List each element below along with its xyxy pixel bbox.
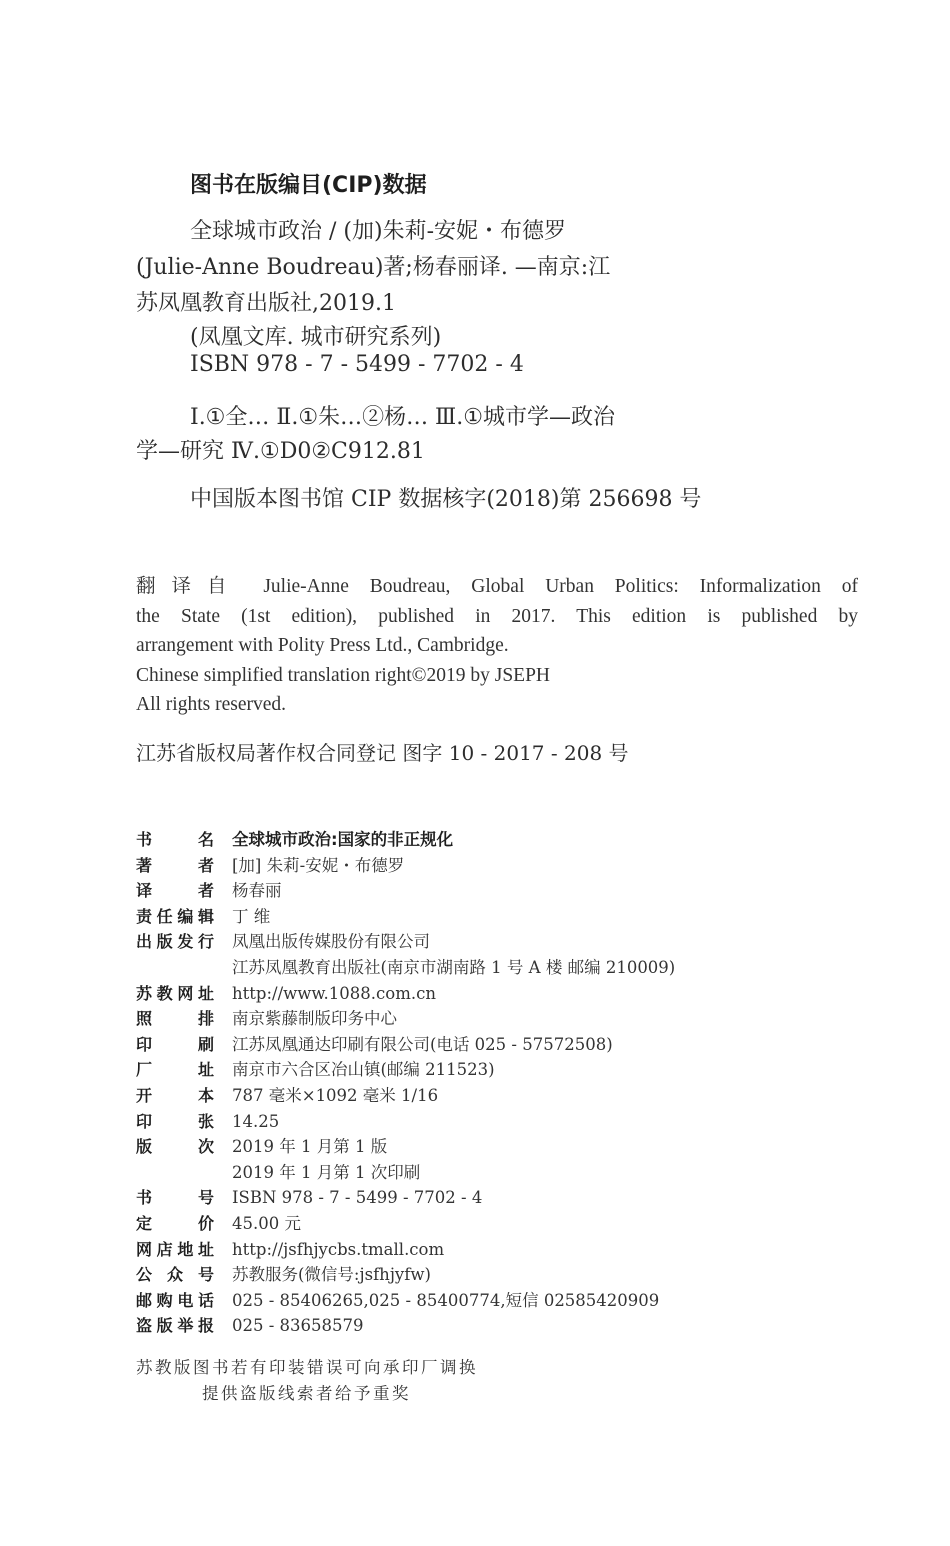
colophon-value: 787 毫米×1092 毫米 1/16 bbox=[232, 1085, 439, 1105]
colophon-label: 邮购电话 bbox=[136, 1290, 214, 1310]
colophon-label: 盗版举报 bbox=[136, 1316, 214, 1336]
colophon-label: 译者 bbox=[136, 881, 214, 901]
translation-line: 翻译自 Julie-Anne Boudreau, Global Urban Politics: Informalization of bbox=[136, 576, 858, 597]
colophon-label: 厂址 bbox=[136, 1060, 214, 1080]
colophon-label: 出版发行 bbox=[136, 932, 214, 952]
colophon-row bbox=[136, 1262, 856, 1288]
copyright-registration: 江苏省版权局著作权合同登记 图字 10 - 2017 - 208 号 bbox=[136, 741, 629, 765]
colophon-row bbox=[136, 1006, 856, 1032]
colophon-value: 025 - 85406265,025 - 85400774,短信 02585420909 bbox=[232, 1290, 660, 1310]
colophon-value: 2019 年 1 月第 1 版 bbox=[232, 1137, 388, 1157]
colophon-value: 丁 维 bbox=[232, 906, 271, 926]
cip-line-title-author: 全球城市政治 / (加)朱莉-安妮・布德罗 bbox=[190, 219, 566, 244]
colophon-label: 开本 bbox=[136, 1085, 214, 1105]
colophon-row bbox=[136, 827, 856, 853]
colophon-value: http://jsfhjycbs.tmall.com bbox=[232, 1239, 445, 1259]
colophon-label: 苏教网址 bbox=[136, 983, 214, 1003]
colophon-row bbox=[136, 1134, 856, 1160]
colophon-label: 书名 bbox=[136, 830, 214, 849]
translation-line: All rights reserved. bbox=[136, 694, 287, 715]
cip-line-verification: 中国版本图书馆 CIP 数据核字(2018)第 256698 号 bbox=[190, 487, 702, 512]
colophon-value: 南京紫藤制版印务中心 bbox=[232, 1009, 397, 1029]
colophon-label: 印张 bbox=[136, 1111, 214, 1131]
translation-line: arrangement with Polity Press Ltd., Cambridge. bbox=[136, 635, 509, 656]
colophon-row bbox=[136, 878, 856, 904]
colophon-row bbox=[136, 1032, 856, 1058]
colophon-row bbox=[136, 1160, 856, 1186]
colophon-row bbox=[136, 1057, 856, 1083]
colophon-table bbox=[136, 827, 856, 1339]
colophon-row bbox=[136, 981, 856, 1007]
colophon-value: 45.00 元 bbox=[232, 1213, 301, 1233]
piracy-reward-notice: 提供盗版线索者给予重奖 bbox=[202, 1384, 411, 1403]
colophon-row bbox=[136, 1237, 856, 1263]
cip-line-classification: 学—研究 Ⅳ.①D0②C912.81 bbox=[136, 439, 425, 464]
colophon-row bbox=[136, 929, 856, 955]
translation-notice bbox=[136, 572, 858, 720]
colophon-value: 江苏凤凰通达印刷有限公司(电话 025 - 57572508) bbox=[232, 1034, 613, 1054]
cip-line-author-translator: (Julie-Anne Boudreau)著;杨春丽译. —南京:江 bbox=[136, 255, 611, 280]
colophon-row bbox=[136, 904, 856, 930]
colophon-value: 凤凰出版传媒股份有限公司 bbox=[232, 932, 430, 952]
translation-line: the State (1st edition), published in 2017. This edition is published by bbox=[136, 605, 858, 627]
print-error-notice: 苏教版图书若有印装错误可向承印厂调换 bbox=[136, 1358, 478, 1377]
colophon-label: 责任编辑 bbox=[136, 906, 214, 926]
cip-line-isbn: ISBN 978 - 7 - 5499 - 7702 - 4 bbox=[190, 352, 524, 377]
colophon-label: 印刷 bbox=[136, 1034, 214, 1054]
colophon-value: [加] 朱莉-安妮・布德罗 bbox=[232, 855, 405, 875]
colophon-value: 全球城市政治:国家的非正规化 bbox=[232, 830, 454, 849]
colophon-value: 14.25 bbox=[232, 1111, 280, 1131]
colophon-value: 江苏凤凰教育出版社(南京市湖南路 1 号 A 楼 邮编 210009) bbox=[232, 957, 676, 977]
colophon-row bbox=[136, 1083, 856, 1109]
cip-line-publisher: 苏凤凰教育出版社,2019.1 bbox=[136, 291, 396, 316]
colophon-label: 照排 bbox=[136, 1009, 214, 1029]
colophon-row bbox=[136, 1288, 856, 1314]
colophon-value: 苏教服务(微信号:jsfhjyfw) bbox=[232, 1265, 431, 1285]
translation-line: Chinese simplified translation right©2019 by JSEPH bbox=[136, 664, 551, 686]
colophon-label: 公众号 bbox=[136, 1265, 214, 1285]
colophon-row bbox=[136, 1211, 856, 1237]
colophon-value: 2019 年 1 月第 1 次印刷 bbox=[232, 1162, 421, 1182]
cip-line-series: (凤凰文库. 城市研究系列) bbox=[190, 325, 442, 350]
cip-title: 图书在版编目(CIP)数据 bbox=[190, 173, 427, 198]
colophon-value: 025 - 83658579 bbox=[232, 1316, 364, 1336]
colophon-row bbox=[136, 955, 856, 981]
colophon-row bbox=[136, 1109, 856, 1135]
colophon-row bbox=[136, 853, 856, 879]
colophon-row bbox=[136, 1185, 856, 1211]
colophon-label: 版次 bbox=[136, 1137, 214, 1157]
colophon-label: 书号 bbox=[136, 1188, 214, 1208]
colophon-value: 南京市六合区冶山镇(邮编 211523) bbox=[232, 1060, 495, 1080]
colophon-row bbox=[136, 1313, 856, 1339]
colophon-label: 网店地址 bbox=[136, 1239, 214, 1259]
colophon-label: 著者 bbox=[136, 855, 214, 875]
colophon-label: 定价 bbox=[136, 1213, 214, 1233]
cip-line-subject: Ⅰ.①全… Ⅱ.①朱…②杨… Ⅲ.①城市学—政治 bbox=[190, 405, 615, 430]
colophon-value: ISBN 978 - 7 - 5499 - 7702 - 4 bbox=[232, 1188, 483, 1208]
colophon-label bbox=[136, 955, 214, 981]
colophon-value: http://www.1088.com.cn bbox=[232, 983, 436, 1003]
colophon-label bbox=[136, 1160, 214, 1186]
colophon-value: 杨春丽 bbox=[232, 881, 282, 901]
